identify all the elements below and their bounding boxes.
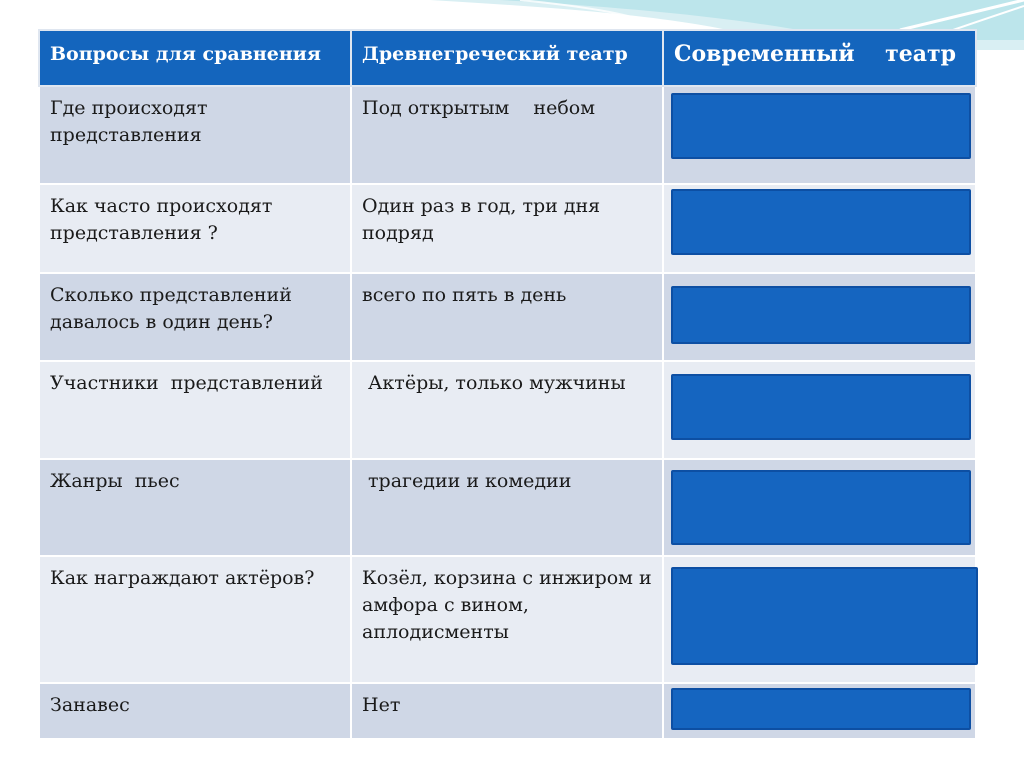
ancient-cell: трагедии и комедии [351, 459, 663, 556]
header-row [39, 30, 976, 86]
header-ancient-theatre: Древнегреческий театр [351, 30, 663, 86]
answer-cover-4[interactable] [671, 374, 971, 440]
answer-cover-6[interactable] [671, 567, 978, 665]
ancient-cell: Козёл, корзина с инжиром и амфора с вином, аплодисменты [351, 556, 663, 683]
header-questions: Вопросы для сравнения [39, 30, 351, 86]
question-cell: Жанры пьес [39, 459, 351, 556]
question-cell: Где происходят представления [39, 86, 351, 184]
ancient-cell: Под открытым небом [351, 86, 663, 184]
answer-cover-7[interactable] [671, 688, 971, 730]
answer-cover-5[interactable] [671, 470, 971, 545]
question-cell: Участники представлений [39, 361, 351, 459]
question-cell: Как часто происходят представления ? [39, 184, 351, 273]
ancient-cell: Нет [351, 683, 663, 739]
ancient-cell: Один раз в год, три дня подряд [351, 184, 663, 273]
question-cell: Занавес [39, 683, 351, 739]
answer-cover-3[interactable] [671, 286, 971, 344]
answer-cover-2[interactable] [671, 189, 971, 255]
answer-cover-1[interactable] [671, 93, 971, 159]
header-modern-theatre: Современный театр [663, 30, 976, 86]
question-cell: Как награждают актёров? [39, 556, 351, 683]
question-cell: Сколько представлений давалось в один день? [39, 273, 351, 361]
ancient-cell: Актёры, только мужчины [351, 361, 663, 459]
ancient-cell: всего по пять в день [351, 273, 663, 361]
